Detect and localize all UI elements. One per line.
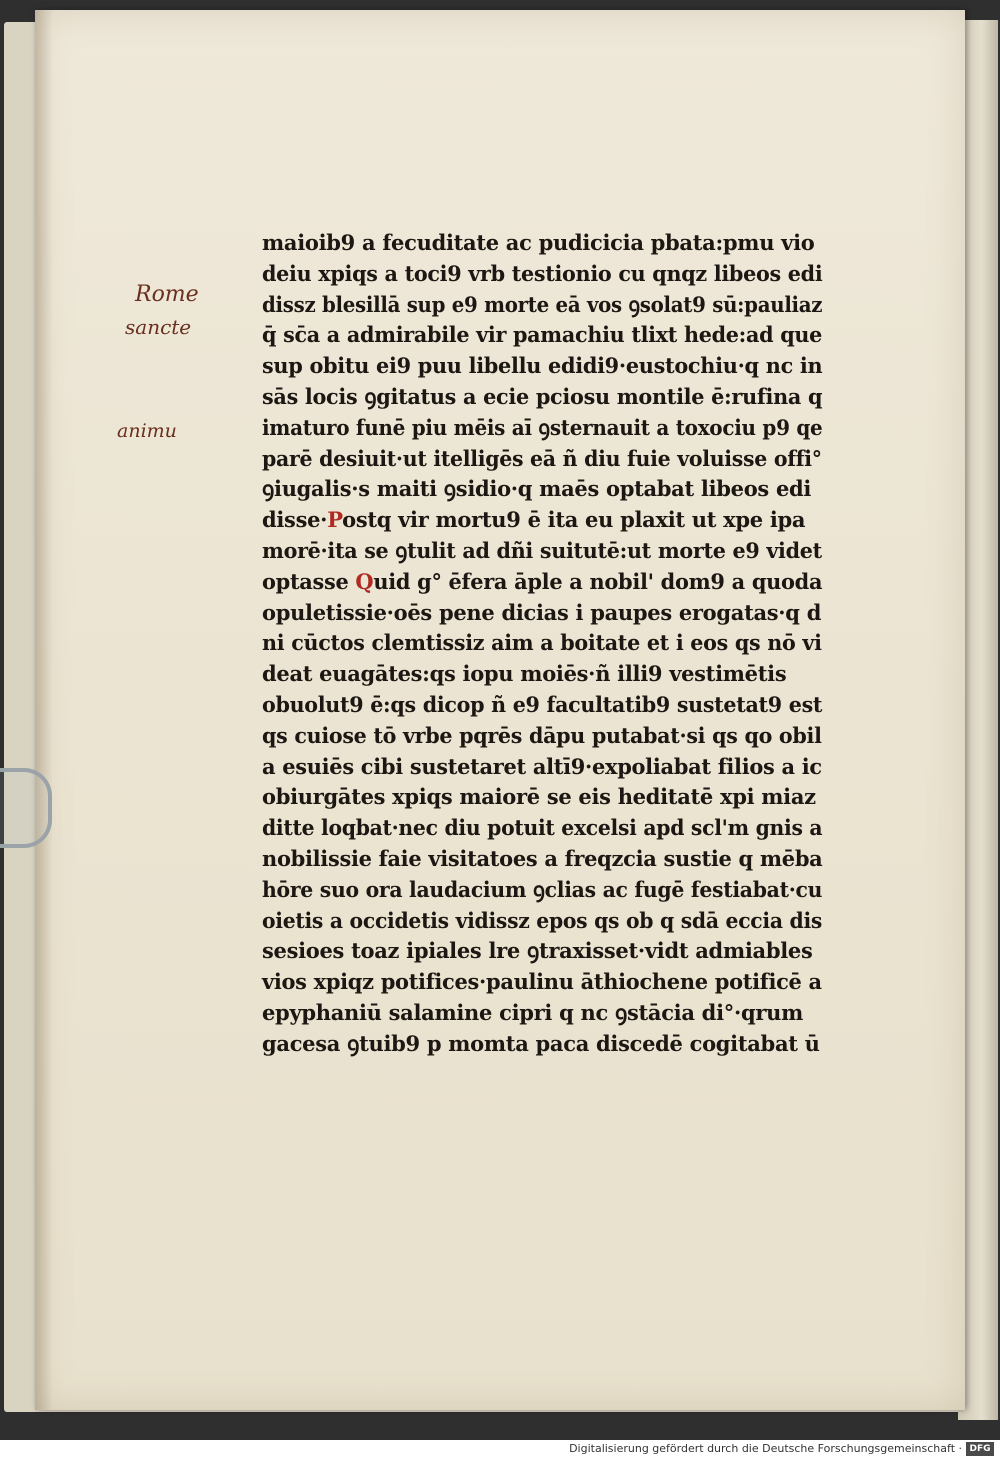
text-line: sup obitu ei9 puu libellu edidi9·eustochiu·q nc in (262, 353, 823, 379)
text-line: oietis a occidetis vidissz epos qs ob q sdā eccia dis (262, 907, 823, 933)
text-line: vios xpiqz potifices·paulinu āthiochene potificē a (262, 969, 822, 995)
text-line: deat euagātes:qs iopu moiēs·ñ illi9 vestimētis (262, 661, 787, 687)
funding-notice: Digitalisierung gefördert durch die Deutsche Forschungsgemeinschaft · (569, 1442, 962, 1455)
text-line-with-rubric (262, 567, 823, 598)
text-line: deiu xpiqs a toci9 vrb testionio cu qnqz libeos edi (262, 260, 823, 286)
text-line: imaturo funē piu mēis aī ꝯsternauit a toxociu p9 qe (262, 414, 823, 440)
text-line: a esuiēs cibi sustetaret altī9·expoliabat filios a ic (262, 753, 822, 779)
text-line: qs cuiose tō vrbe pqrēs dāpu putabat·si qs qo obil (262, 722, 822, 748)
text-line: q̄ sc̄a a admirabile vir pamachiu tlixt hede:ad que (262, 322, 823, 348)
dfg-logo: DFG (966, 1442, 994, 1456)
text-fragment: vir mortu9 ē ita eu plaxit ut xpe ipa (398, 507, 806, 533)
manuscript-page (35, 10, 965, 1410)
text-line: nobilissie faie visitatoes a freqzcia sustie q mēba (262, 845, 823, 871)
text-line: ꝯiugalis·s maiti ꝯsidio·q maēs optabat libeos edi (262, 476, 812, 502)
text-line: ditte loqbat·nec diu potuit excelsi apd scl'm gnis a (262, 815, 823, 841)
text-line: epyphaniū salamine cipri q nc ꝯstācia di°·qrum (262, 999, 803, 1025)
text-fragment: uid g° ēfera āple a nobil' dom9 a quoda (373, 568, 823, 594)
text-line: obiurgātes xpiqs maiorē se eis heditatē xpi miaz (262, 784, 816, 810)
text-fragment: disse· (262, 507, 328, 533)
text-line: sesioes toaz ipiales lre ꝯtraxisset·vidt admiables (262, 938, 813, 964)
paper-clip (0, 768, 52, 848)
text-line: morē·ita se ꝯtulit ad dñi suitutē:ut morte e9 videt (262, 537, 822, 563)
text-fragment: ostq (342, 507, 392, 533)
rubric-initial: Q (355, 568, 374, 594)
text-line: obuolut9 ē:qs dicop ñ e9 facultatib9 sustetat9 est (262, 691, 823, 717)
text-line: dissz blesillā sup e9 morte eā vos ꝯsolat9 sū:pauliaz (262, 291, 823, 317)
margin-note-sancte: sancte (125, 315, 192, 339)
text-line: maioib9 a fecuditate ac pudicicia pbata:pmu vio (262, 230, 815, 255)
text-line-with-rubric (262, 505, 822, 536)
text-line: hōre suo ora laudacium ꝯclias ac fugē festiabat·cu (262, 876, 823, 902)
rubric-initial: P (327, 507, 343, 533)
footer-bar (0, 1440, 1000, 1459)
text-line: ni cūctos clemtissiz aim a boitate et i eos qs nō vi (262, 630, 822, 656)
margin-note-animu: animu (117, 420, 177, 442)
text-line: sās locis ꝯgitatus a ecie pciosu montile ē:rufina q (262, 383, 823, 409)
text-line: parē desiuit·ut itelligēs eā ñ diu fuie voluisse offi° (262, 445, 822, 471)
text-fragment: optasse (262, 568, 349, 594)
incunabula-text-block (262, 228, 822, 1060)
text-line: opuletissie·oēs pene dicias i paupes erogatas·q d (262, 599, 822, 625)
margin-note-rome: Rome (135, 282, 199, 307)
text-line: gacesa ꝯtuib9 p momta paca discedē cogitabat ū (262, 1030, 820, 1056)
